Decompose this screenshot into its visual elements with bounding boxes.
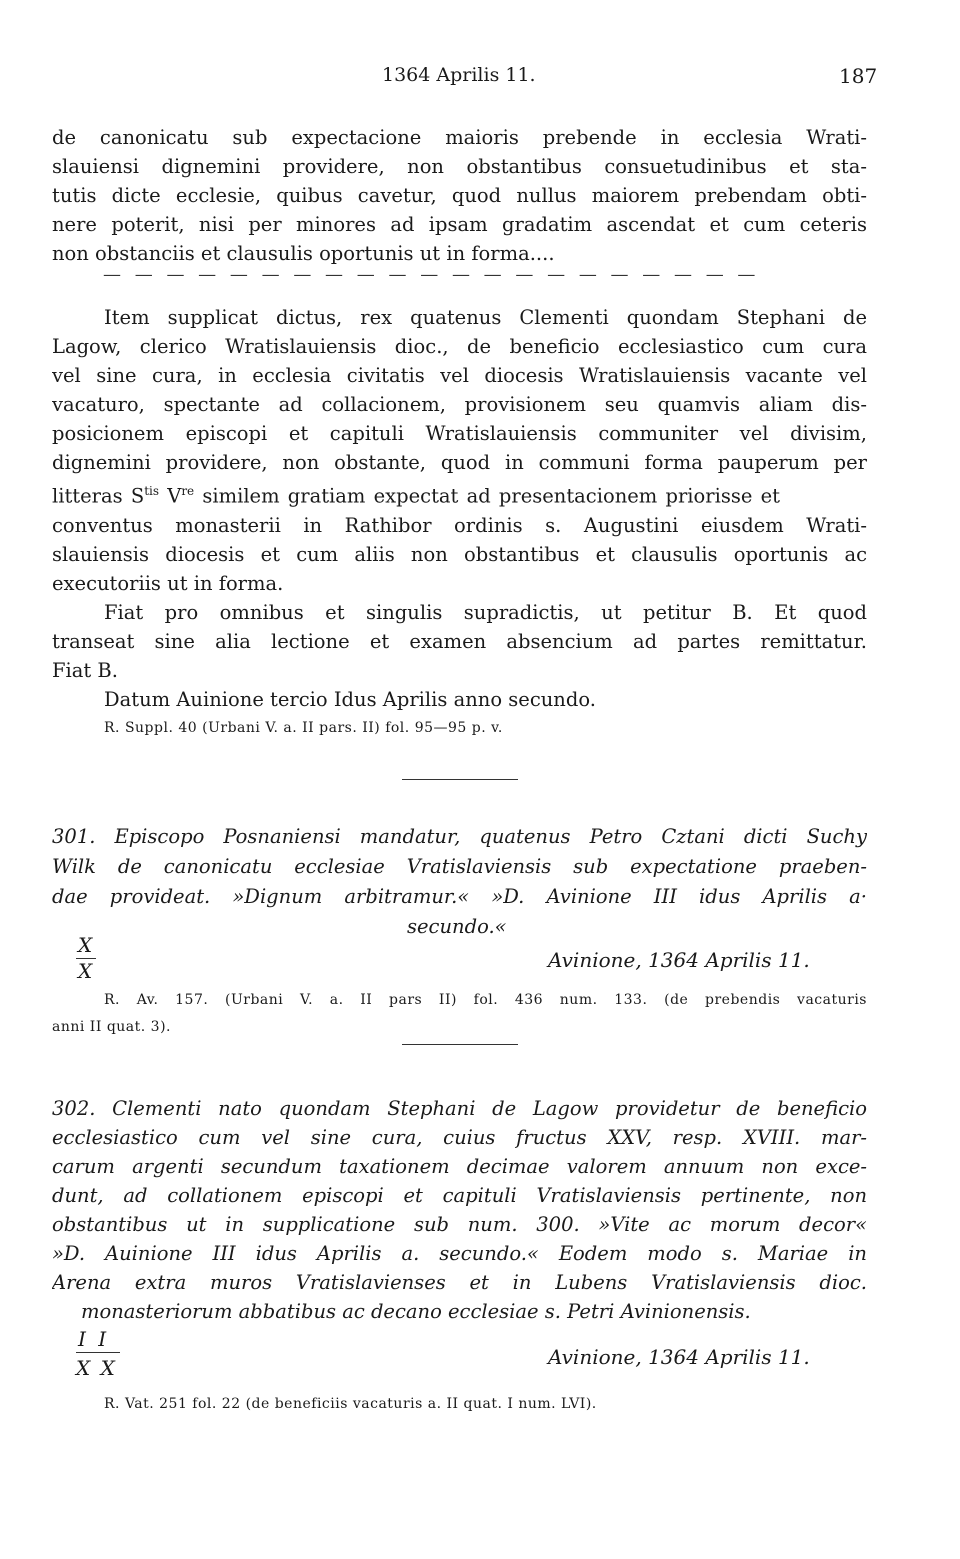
text-line: Lagow, clerico Wratislauiensis dioc., de beneficio ecclesiastico cum cura: [52, 335, 867, 358]
section-divider: [402, 779, 518, 780]
entry-301-regest: [52, 822, 867, 942]
text-fragment: litteras S: [52, 484, 145, 508]
text-line: [52, 477, 867, 511]
item-paragraph: [52, 303, 867, 743]
text-line: dunt, ad collationem episcopi et capituli Vratislaviensis pertinente, non: [52, 1184, 867, 1207]
text-line: slauiensi dignemini providere, non obstantibus consuetudinibus et sta-: [52, 155, 867, 178]
text-line: R. Av. 157. (Urbani V. a. II pars II) fol. 436 num. 133. (de prebendis vacaturis: [104, 992, 867, 1008]
source-reference: R. Vat. 251 fol. 22 (de beneficiis vacaturis a. II quat. I num. LVI).: [104, 1396, 597, 1412]
marginal-mark: X: [78, 933, 93, 957]
marginal-mark: X X: [76, 1356, 117, 1380]
text-line: Arena extra muros Vratislavienses et in Lubens Vratislaviensis dioc.: [52, 1271, 867, 1294]
fraction-bar: [76, 1352, 120, 1353]
text-line: nere poterit, nisi per minores ad ipsam gradatim ascendat et cum ceteris: [52, 213, 867, 236]
text-fragment: similem gratiam expectat ad presentacionem priorisse et: [194, 484, 780, 508]
marginal-mark: X: [78, 959, 93, 983]
page-number: 187: [839, 64, 878, 88]
text-line: ecclesiastico cum vel sine cura, cuius fructus XXV, resp. XVIII. mar-: [52, 1126, 867, 1149]
text-line: »D. Auinione III idus Aprilis a. secundo.« Eodem modo s. Mariae in: [52, 1242, 867, 1265]
entry-302-regest: [52, 1094, 867, 1326]
text-line: Item supplicat dictus, rex quatenus Clementi quondam Stephani de: [104, 306, 867, 329]
text-fragment: V: [159, 484, 182, 508]
superscript: tis: [144, 484, 160, 498]
text-line: transeat sine alia lectione et examen absencium ad partes remittatur.: [52, 629, 867, 653]
marginal-mark: I I: [78, 1327, 110, 1351]
text-line: 301. Episcopo Posnaniensi mandatur, quatenus Petro Cztani dicti Suchy: [52, 825, 867, 848]
text-line: monasteriorum abbatibus ac decano ecclesiae s. Petri Avinionensis.: [81, 1300, 751, 1323]
text-line: obstantibus ut in supplicatione sub num. 300. »Vite ac morum decor«: [52, 1213, 867, 1236]
text-line: 302. Clementi nato quondam Stephani de Lagow providetur de beneficio: [52, 1097, 867, 1120]
text-line: anni II quat. 3).: [52, 1019, 171, 1035]
text-line: secundo.«: [407, 915, 507, 938]
text-line: vacaturo, spectante ad collacionem, provisionem seu quamvis aliam dis-: [52, 393, 867, 416]
superscript: re: [181, 484, 195, 498]
continuation-paragraph: [52, 123, 867, 268]
page-header: [0, 64, 960, 94]
text-line: non obstanciis et clausulis oportunis ut in forma....: [52, 242, 555, 265]
text-line: Fiat pro omnibus et singulis supradictis, ut petitur B. Et quod: [104, 600, 867, 624]
text-line: executoriis ut in forma.: [52, 571, 284, 595]
text-line: dae provideat. »Dignum arbitramur.« »D. Avinione III idus Aprilis a·: [52, 885, 867, 908]
text-line: dignemini providere, non obstante, quod in communi forma pauperum per: [52, 451, 867, 474]
text-line: conventus monasterii in Rathibor ordinis s. Augustini eiusdem Wrati-: [52, 513, 867, 537]
datum-line: Datum Auinione tercio Idus Aprilis anno secundo.: [104, 687, 596, 711]
running-title: 1364 Aprilis 11.: [382, 64, 536, 86]
dashed-separator: — — — — — — — — — — — — — — — — — — — — —: [103, 264, 760, 276]
text-line: vel sine cura, in ecclesia civitatis vel diocesis Wratislauiensis vacante vel: [52, 364, 867, 387]
place-date: Avinione, 1364 Aprilis 11.: [548, 948, 810, 972]
source-reference: [52, 987, 867, 1041]
text-line: carum argenti secundum taxationem decimae valorem annuum non exce-: [52, 1155, 867, 1178]
text-line: slauiensis diocesis et cum aliis non obstantibus et clausulis oportunis ac: [52, 542, 867, 566]
source-reference: R. Suppl. 40 (Urbani V. a. II pars. II) fol. 95—95 p. v.: [104, 719, 503, 736]
text-line: Fiat B.: [52, 658, 118, 682]
text-line: tutis dicte ecclesie, quibus cavetur, quod nullus maiorem prebendam obti-: [52, 184, 867, 207]
text-line: Wilk de canonicatu ecclesiae Vratislaviensis sub expectatione praeben-: [52, 855, 867, 878]
text-line: posicionem episcopi et capituli Wratislauiensis communiter vel divisim,: [52, 422, 867, 445]
section-divider: [402, 1044, 518, 1045]
text-line: de canonicatu sub expectacione maioris prebende in ecclesia Wrati-: [52, 126, 867, 149]
place-date: Avinione, 1364 Aprilis 11.: [548, 1345, 810, 1369]
